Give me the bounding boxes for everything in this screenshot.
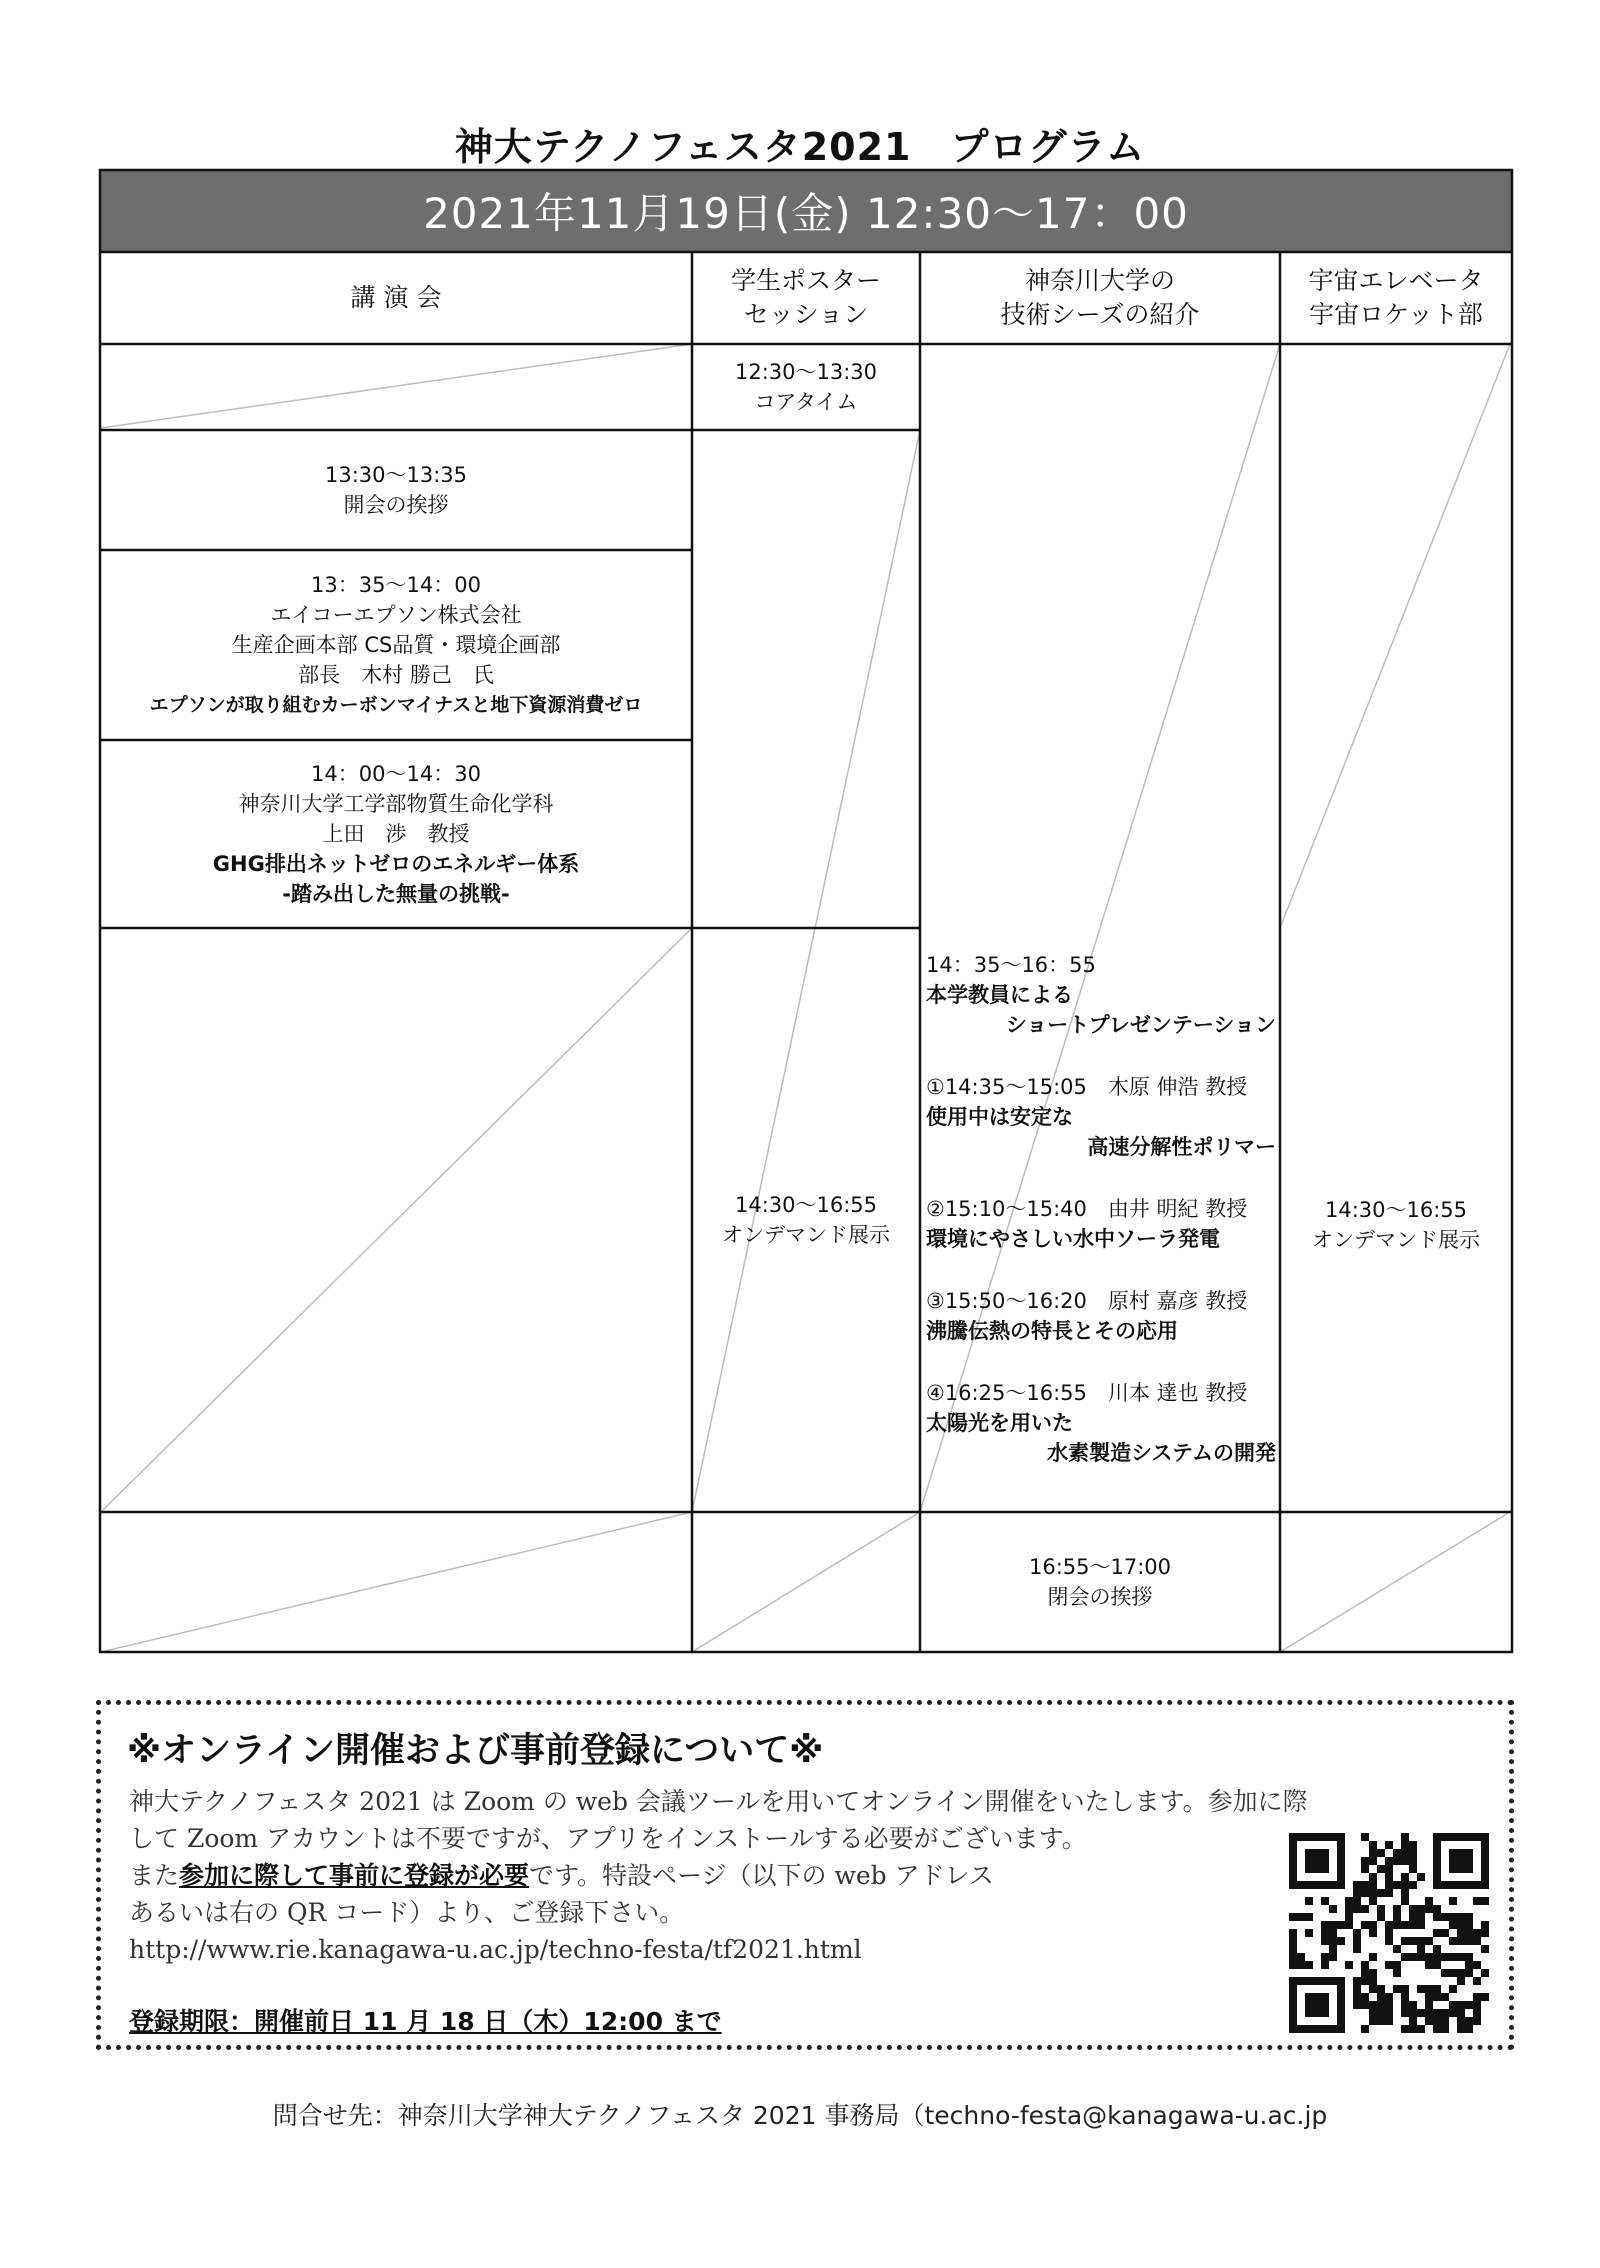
header-poster bbox=[692, 252, 920, 344]
space-ondemand-label: オンデマンド展示 bbox=[1312, 1228, 1480, 1252]
lecture-2-org: 神奈川大学工学部物質生命化学科 bbox=[238, 792, 554, 816]
presentation-item-4-line: ④16:25〜16:55 川本 達也 教授 bbox=[926, 1381, 1248, 1405]
header-space bbox=[1280, 252, 1512, 344]
space-ondemand bbox=[1280, 1190, 1512, 1260]
presentation-item-3-line: ③15:50〜16:20 原村 嘉彦 教授 bbox=[926, 1289, 1248, 1313]
presentation-item-4-title: 太陽光を用いた bbox=[926, 1411, 1073, 1435]
lecture-2-subtopic: -踏み出した無量の挑戦- bbox=[282, 882, 510, 906]
date-banner: 2021年11月19日(金) 12:30〜17：00 bbox=[423, 189, 1189, 238]
opening-title: 開会の挨拶 bbox=[343, 493, 449, 517]
presentation-item-1-line: ①14:35〜15:05 木原 伸浩 教授 bbox=[926, 1075, 1248, 1099]
header-lecture bbox=[100, 252, 692, 344]
header-poster-line1: 学生ポスター bbox=[730, 266, 881, 295]
presentation-item-2-title: 環境にやさしい水中ソーラ発電 bbox=[926, 1227, 1220, 1251]
presentation-item-4-title-2: 水素製造システムの開発 bbox=[1047, 1441, 1276, 1465]
date-bar bbox=[100, 170, 1512, 252]
presentation-heading-2: ショートプレゼンテーション bbox=[1005, 1013, 1276, 1037]
header-seeds-line1: 神奈川大学の bbox=[1024, 266, 1175, 295]
short-presentations bbox=[926, 950, 1276, 1468]
notice-line-3-pre: また bbox=[129, 1861, 180, 1890]
notice-line-3-post: です。特設ページ（以下の web アドレス bbox=[529, 1861, 994, 1890]
presentation-item-1-title-2: 高速分解性ポリマー bbox=[1087, 1135, 1276, 1159]
registration-deadline: 登録期限：開催前日 11 月 18 日（木）12:00 まで bbox=[129, 2007, 722, 2036]
poster-ondemand-label: オンデマンド展示 bbox=[722, 1223, 890, 1247]
presentation-item-3-title: 沸騰伝熱の特長とその応用 bbox=[926, 1319, 1178, 1343]
lecture-1-time: 13：35〜14：00 bbox=[311, 573, 481, 597]
registration-url-link[interactable]: http://www.rie.kanagawa-u.ac.jp/techno-festa/tf2021.html bbox=[129, 1935, 862, 1964]
presentation-heading-1: 本学教員による bbox=[926, 983, 1073, 1007]
notice-registration-required: 参加に際して事前に登録が必要 bbox=[179, 1861, 530, 1890]
page-title: 神大テクノフェスタ2021 プログラム bbox=[454, 125, 1146, 169]
closing-time: 16:55〜17:00 bbox=[1028, 1555, 1172, 1579]
lecture-1 bbox=[100, 550, 692, 740]
poster-core-time-label: コアタイム bbox=[754, 390, 858, 414]
presentation-time: 14：35〜16：55 bbox=[926, 953, 1096, 977]
lecture-2 bbox=[100, 740, 692, 928]
notice-line-2: して Zoom アカウントは不要ですが、アプリをインストールする必要がございます。 bbox=[129, 1824, 1087, 1853]
contact-info: 問合せ先：神奈川大学神大テクノフェスタ 2021 事務局（techno-festa@kanagawa-u.ac.jp bbox=[272, 2101, 1328, 2130]
closing-title: 閉会の挨拶 bbox=[1047, 1585, 1153, 1609]
notice-title: ※オンライン開催および事前登録について※ bbox=[127, 1731, 824, 1771]
lecture-1-speaker: 部長 木村 勝己 氏 bbox=[298, 663, 494, 687]
header-seeds bbox=[920, 252, 1280, 344]
header-lecture-label: 講 演 会 bbox=[350, 283, 442, 312]
registration-notice bbox=[96, 1700, 1514, 2050]
header-poster-line2: セッション bbox=[743, 300, 869, 329]
header-seeds-line2: 技術シーズの紹介 bbox=[1000, 300, 1200, 329]
lecture-2-topic: GHG排出ネットゼロのエネルギー体系 bbox=[212, 852, 580, 876]
poster-ondemand-time: 14:30〜16:55 bbox=[734, 1193, 878, 1217]
opening-time: 13:30〜13:35 bbox=[324, 463, 468, 487]
presentation-item-2-line: ②15:10〜15:40 由井 明紀 教授 bbox=[926, 1197, 1248, 1221]
poster-ondemand bbox=[692, 928, 920, 1512]
lecture-1-org: エイコーエプソン株式会社 bbox=[270, 603, 522, 627]
header-space-line1: 宇宙エレベータ bbox=[1308, 266, 1484, 295]
opening-remarks bbox=[100, 430, 692, 550]
presentation-item-1-title: 使用中は安定な bbox=[926, 1105, 1073, 1129]
lecture-2-time: 14：00〜14：30 bbox=[311, 762, 481, 786]
notice-line-1: 神大テクノフェスタ 2021 は Zoom の web 会議ツールを用いてオンライン開催をいたします。参加に際 bbox=[129, 1787, 1308, 1816]
lecture-1-dept: 生産企画本部 CS品質・環境企画部 bbox=[231, 633, 561, 657]
space-ondemand-time: 14:30〜16:55 bbox=[1324, 1198, 1468, 1222]
lecture-2-speaker: 上田 渉 教授 bbox=[322, 822, 470, 846]
qr-code-icon[interactable] bbox=[1289, 1833, 1489, 2033]
poster-core-time bbox=[692, 344, 920, 430]
notice-line-3 bbox=[129, 1857, 1209, 1894]
poster-core-time-range: 12:30〜13:30 bbox=[734, 360, 878, 384]
lecture-1-topic: エプソンが取り組むカーボンマイナスと地下資源消費ゼロ bbox=[149, 694, 643, 716]
closing-remarks bbox=[920, 1512, 1280, 1652]
header-space-line2: 宇宙ロケット部 bbox=[1309, 300, 1483, 329]
notice-line-4: あるいは右の QR コード）より、ご登録下さい。 bbox=[129, 1898, 685, 1927]
